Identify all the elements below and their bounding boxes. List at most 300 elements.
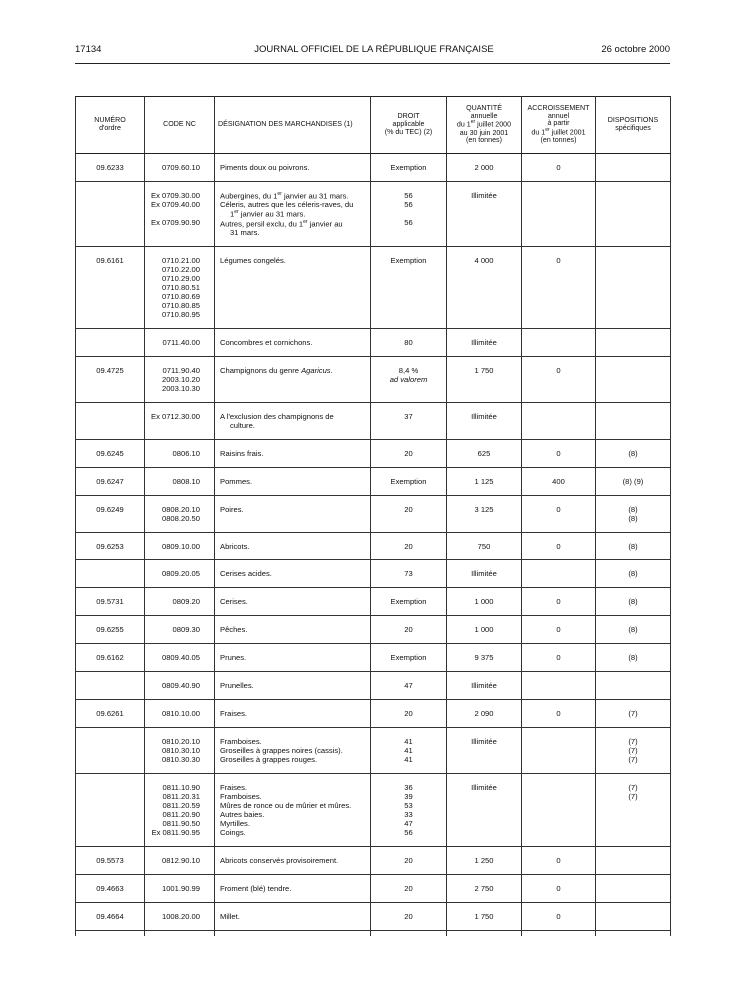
- designation-line: Piments doux ou poivrons.: [220, 163, 310, 172]
- droit-line: 47: [404, 681, 413, 691]
- cell-droit: [371, 328, 447, 356]
- cell-droit: [371, 247, 447, 329]
- table-row: [76, 495, 671, 532]
- code-line: 0810.30.10: [161, 746, 200, 756]
- cell-designation: [215, 495, 371, 532]
- col-header-numero: NUMÉRO d'ordre: [76, 97, 145, 154]
- dispositions-line: (8): [628, 597, 638, 607]
- droit-line: 36: [404, 783, 413, 793]
- cell-accroissement: 0: [522, 588, 596, 616]
- cell-numero: 09.4725: [76, 356, 145, 402]
- droit-line: 20: [404, 448, 413, 458]
- cell-dispositions: [596, 356, 671, 402]
- cell-code: [145, 644, 215, 672]
- cell-empty: [522, 930, 596, 936]
- dispositions-line: (8): [628, 513, 638, 523]
- cell-code: [145, 532, 215, 560]
- droit-line: 39: [404, 792, 413, 801]
- cell-dispositions: [596, 560, 671, 588]
- col-header-designation: DÉSIGNATION DES MARCHANDISES (1): [215, 97, 371, 154]
- designation-line: Pêches.: [220, 625, 248, 635]
- designation-line: Légumes congelés.: [220, 256, 286, 266]
- cell-accroissement: 0: [522, 616, 596, 644]
- cell-code: [145, 402, 215, 439]
- cell-quantite: 1 250: [447, 846, 522, 874]
- cell-accroissement: 0: [522, 644, 596, 672]
- cell-designation: [215, 402, 371, 439]
- cell-droit: [371, 495, 447, 532]
- cell-accroissement: 0: [522, 247, 596, 329]
- droit-line: 20: [404, 625, 413, 635]
- cell-dispositions: [596, 588, 671, 616]
- cell-numero: 09.6249: [76, 495, 145, 532]
- designation-line: Autres baies.: [220, 809, 265, 819]
- table-row: [76, 356, 671, 402]
- designation-line: Cerises.: [220, 597, 248, 607]
- cell-designation: [215, 588, 371, 616]
- cell-quantite: Illimitée: [447, 560, 522, 588]
- table-row: [76, 560, 671, 588]
- cell-droit: [371, 154, 447, 182]
- table-row: [76, 644, 671, 672]
- dispositions-line: (8): [628, 653, 638, 663]
- cell-accroissement: [522, 328, 596, 356]
- cell-numero: 09.6233: [76, 154, 145, 182]
- designation-line: Abricots.: [220, 541, 250, 551]
- designation-line: Raisins frais.: [220, 448, 264, 458]
- droit-line: 41: [404, 737, 413, 747]
- cell-droit: [371, 728, 447, 774]
- code-line: 0809.30: [172, 625, 200, 635]
- cell-dispositions: [596, 328, 671, 356]
- cell-dispositions: [596, 644, 671, 672]
- designation-line: Concombres et cornichons.: [220, 337, 313, 347]
- cell-designation: [215, 356, 371, 402]
- code-line: 0710.80.95: [161, 310, 200, 320]
- table-row: [76, 588, 671, 616]
- cell-designation: [215, 774, 371, 847]
- cell-designation: [215, 532, 371, 560]
- table-row: [76, 532, 671, 560]
- dispositions-line: [596, 164, 670, 173]
- cell-designation: [215, 700, 371, 728]
- cell-code: [145, 672, 215, 700]
- code-line: 0711.90.40: [162, 365, 200, 375]
- code-line: 0710.80.69: [161, 292, 200, 302]
- cell-designation: [215, 672, 371, 700]
- cell-empty: [596, 930, 671, 936]
- cell-quantite: 9 375: [447, 644, 522, 672]
- cell-droit: [371, 560, 447, 588]
- cell-droit: [371, 467, 447, 495]
- cell-code: [145, 439, 215, 467]
- cell-numero: 09.6245: [76, 439, 145, 467]
- code-line: 0711.40.00: [162, 337, 200, 347]
- droit-line: 20: [404, 911, 413, 921]
- cell-code: [145, 328, 215, 356]
- cell-designation: [215, 154, 371, 182]
- cell-droit: [371, 616, 447, 644]
- droit-line: 47: [404, 818, 413, 828]
- code-line: 0811.20.90: [162, 809, 200, 819]
- cell-code: [145, 356, 215, 402]
- cell-designation: [215, 616, 371, 644]
- cell-droit: [371, 588, 447, 616]
- dispositions-line: [596, 913, 670, 922]
- cell-accroissement: 0: [522, 902, 596, 930]
- code-line: 0809.20.05: [161, 569, 200, 579]
- cell-dispositions: [596, 902, 671, 930]
- cell-designation: [215, 467, 371, 495]
- publication-date: 26 octobre 2000: [601, 44, 670, 55]
- cell-designation: [215, 328, 371, 356]
- cell-quantite: Illimitée: [447, 774, 522, 847]
- cell-quantite: Illimitée: [447, 181, 522, 246]
- cell-quantite: 3 125: [447, 495, 522, 532]
- cell-dispositions: [596, 532, 671, 560]
- cell-code: [145, 728, 215, 774]
- cell-numero: [76, 181, 145, 246]
- designation-line: Prunelles.: [220, 681, 254, 691]
- cell-quantite: 750: [447, 532, 522, 560]
- table-row: [76, 846, 671, 874]
- cell-designation: [215, 728, 371, 774]
- cell-accroissement: 0: [522, 700, 596, 728]
- cell-numero: 09.6247: [76, 467, 145, 495]
- cell-code: [145, 846, 215, 874]
- designation-line: Framboises.: [220, 792, 262, 801]
- cell-droit: [371, 439, 447, 467]
- cell-empty: [145, 930, 215, 936]
- dispositions-line: [596, 367, 670, 376]
- journal-title: JOURNAL OFFICIEL DE LA RÉPUBLIQUE FRANÇAISE: [254, 44, 494, 55]
- code-line: 0710.80.51: [161, 283, 200, 293]
- col-header-accroissement: ACCROISSEMENT annuel à partir du 1er juillet 2001 (en tonnes): [522, 97, 596, 154]
- cell-droit: [371, 700, 447, 728]
- code-line: 2003.10.20: [161, 374, 200, 384]
- designation-line: Cerises acides.: [220, 569, 272, 579]
- designation-line: Abricots conservés provisoirement.: [220, 855, 339, 865]
- cell-droit: [371, 902, 447, 930]
- cell-numero: 09.4664: [76, 902, 145, 930]
- cell-empty: [447, 930, 522, 936]
- page-number: 17134: [75, 44, 102, 55]
- cell-accroissement: 0: [522, 846, 596, 874]
- cell-numero: [76, 560, 145, 588]
- cell-quantite: 1 750: [447, 902, 522, 930]
- code-line: 2003.10.30: [161, 383, 200, 393]
- code-line: 0809.40.90: [161, 681, 200, 691]
- cell-designation: [215, 902, 371, 930]
- cell-accroissement: 0: [522, 154, 596, 182]
- cell-droit: [371, 874, 447, 902]
- code-line: 0808.20.10: [161, 504, 200, 514]
- header-rule: [75, 63, 670, 64]
- cell-dispositions: [596, 495, 671, 532]
- cell-dispositions: [596, 700, 671, 728]
- table-row: [76, 402, 671, 439]
- cell-dispositions: [596, 467, 671, 495]
- code-line: 1008.20.00: [161, 911, 200, 921]
- dispositions-line: (7): [628, 737, 638, 747]
- cell-code: [145, 616, 215, 644]
- cell-dispositions: [596, 402, 671, 439]
- tariff-table: [75, 96, 671, 936]
- cell-numero: 09.6261: [76, 700, 145, 728]
- designation-line: Fraises.: [220, 709, 248, 719]
- cell-accroissement: [522, 402, 596, 439]
- table-body: [76, 154, 671, 936]
- cell-code: [145, 902, 215, 930]
- droit-line: 56: [404, 199, 413, 209]
- table-row: [76, 328, 671, 356]
- cell-quantite: Illimitée: [447, 728, 522, 774]
- cell-dispositions: [596, 154, 671, 182]
- cell-numero: [76, 328, 145, 356]
- col-header-droit: DROIT applicable (% du TEC) (2): [371, 97, 447, 154]
- dispositions-line: [596, 682, 670, 691]
- code-line: 0810.10.00: [161, 709, 200, 719]
- cell-dispositions: [596, 874, 671, 902]
- cell-quantite: Illimitée: [447, 402, 522, 439]
- code-line: 0808.10: [172, 476, 200, 486]
- table-row: [76, 154, 671, 182]
- cell-droit: [371, 532, 447, 560]
- droit-line: 56: [404, 827, 413, 837]
- cell-quantite: Illimitée: [447, 672, 522, 700]
- cell-designation: [215, 560, 371, 588]
- cell-quantite: 2 000: [447, 154, 522, 182]
- cell-code: [145, 874, 215, 902]
- cell-designation: [215, 247, 371, 329]
- droit-line: Exemption: [390, 476, 427, 486]
- droit-line: 8,4 %: [398, 365, 419, 375]
- cell-code: [145, 560, 215, 588]
- designation-line: Groseilles à grappes rouges.: [220, 755, 318, 765]
- cell-numero: [76, 672, 145, 700]
- droit-line: [371, 228, 446, 237]
- droit-line: Exemption: [390, 163, 427, 172]
- cell-accroissement: 0: [522, 495, 596, 532]
- droit-line: Exemption: [390, 597, 427, 607]
- designation-line: Coings.: [220, 827, 246, 837]
- cell-quantite: 625: [447, 439, 522, 467]
- dispositions-line: (7): [628, 746, 638, 756]
- cell-droit: [371, 846, 447, 874]
- cell-accroissement: 0: [522, 439, 596, 467]
- dispositions-line: (8): [628, 541, 638, 551]
- table-row: [76, 728, 671, 774]
- cell-dispositions: [596, 439, 671, 467]
- designation-line: Prunes.: [220, 653, 247, 663]
- code-line: 0710.22.00: [161, 265, 200, 275]
- table-row: [76, 902, 671, 930]
- dispositions-line: (7): [628, 755, 638, 765]
- dispositions-line: (8): [628, 448, 638, 458]
- droit-line: 20: [404, 504, 413, 514]
- cell-quantite: 1 000: [447, 588, 522, 616]
- cell-numero: [76, 774, 145, 847]
- designation-line: Pommes.: [220, 476, 253, 486]
- cell-quantite: 2 090: [447, 700, 522, 728]
- col-header-dispositions: DISPOSITIONS spécifiques: [596, 97, 671, 154]
- code-line: 1001.90.99: [161, 883, 200, 893]
- code-line: Ex 0709.90.90: [151, 217, 200, 227]
- table-row: [76, 774, 671, 847]
- cell-droit: [371, 402, 447, 439]
- cell-quantite: 1 125: [447, 467, 522, 495]
- table-header-row: [76, 97, 671, 154]
- cell-numero: [76, 728, 145, 774]
- table-continuation-row: [76, 930, 671, 936]
- cell-numero: 09.5731: [76, 588, 145, 616]
- droit-line: 41: [404, 746, 413, 756]
- code-line: 0809.10.00: [161, 541, 200, 551]
- col-header-quantite: QUANTITÉ annuelle du 1er juillet 2000 au 30 juin 2001 (en tonnes): [447, 97, 522, 154]
- dispositions-line: (7): [628, 783, 638, 793]
- code-line: 0811.90.50: [162, 818, 200, 828]
- code-line: 0809.40.05: [161, 653, 200, 663]
- cell-numero: 09.6253: [76, 532, 145, 560]
- cell-accroissement: 0: [522, 874, 596, 902]
- cell-accroissement: 400: [522, 467, 596, 495]
- cell-accroissement: [522, 774, 596, 847]
- designation-line: Froment (blé) tendre.: [220, 883, 292, 893]
- code-line: Ex 0811.90.95: [151, 827, 200, 837]
- cell-code: [145, 247, 215, 329]
- cell-dispositions: [596, 181, 671, 246]
- cell-code: [145, 154, 215, 182]
- droit-line: 56: [404, 217, 413, 227]
- table-row: [76, 247, 671, 329]
- cell-code: [145, 700, 215, 728]
- droit-line: 56: [404, 190, 413, 200]
- dispositions-line: [596, 192, 670, 201]
- dispositions-line: (8): [628, 569, 638, 579]
- designation-line: Céleris, autres que les céleris-raves, du: [220, 200, 354, 210]
- cell-droit: [371, 644, 447, 672]
- cell-designation: [215, 846, 371, 874]
- code-line: 0809.20: [172, 597, 200, 607]
- dispositions-line: [596, 885, 670, 894]
- dispositions-line: [596, 339, 670, 348]
- code-line: Ex 0709.40.00: [151, 199, 200, 209]
- cell-code: [145, 181, 215, 246]
- code-line: 0710.21.00: [161, 256, 200, 266]
- cell-accroissement: [522, 672, 596, 700]
- droit-line: Exemption: [390, 653, 427, 663]
- cell-quantite: Illimitée: [447, 328, 522, 356]
- cell-code: [145, 467, 215, 495]
- droit-line: 37: [404, 411, 413, 421]
- designation-line: Fraises.: [220, 783, 248, 793]
- cell-numero: 09.6161: [76, 247, 145, 329]
- table-row: [76, 700, 671, 728]
- code-line: 0710.80.85: [161, 301, 200, 311]
- dispositions-line: [596, 857, 670, 866]
- cell-accroissement: 0: [522, 532, 596, 560]
- cell-accroissement: 0: [522, 356, 596, 402]
- cell-numero: 09.6162: [76, 644, 145, 672]
- code-line: 0811.10.90: [162, 783, 200, 793]
- code-line: 0811.20.31: [162, 792, 200, 801]
- table-row: [76, 672, 671, 700]
- droit-line: Exemption: [390, 256, 427, 266]
- cell-empty: [76, 930, 145, 936]
- dispositions-line: (8): [628, 625, 638, 635]
- cell-accroissement: [522, 728, 596, 774]
- cell-quantite: 4 000: [447, 247, 522, 329]
- code-line: 0810.20.10: [161, 737, 200, 747]
- droit-line: 20: [404, 883, 413, 893]
- code-line: 0812.90.10: [161, 855, 200, 865]
- droit-line: 20: [404, 855, 413, 865]
- cell-dispositions: [596, 846, 671, 874]
- cell-designation: [215, 644, 371, 672]
- cell-quantite: 1 000: [447, 616, 522, 644]
- code-line: 0709.60.10: [161, 163, 200, 172]
- dispositions-line: (7): [628, 792, 638, 801]
- cell-designation: [215, 439, 371, 467]
- table-row: [76, 467, 671, 495]
- designation-line: culture.: [230, 420, 255, 430]
- designation-line: 1er janvier au 31 mars.: [230, 209, 306, 219]
- dispositions-line: (7): [628, 709, 638, 719]
- table-row: [76, 439, 671, 467]
- droit-line: 20: [404, 541, 413, 551]
- designation-line: Groseilles à grappes noires (cassis).: [220, 746, 343, 756]
- cell-droit: [371, 181, 447, 246]
- code-line: 0806.10: [172, 448, 200, 458]
- cell-quantite: 1 750: [447, 356, 522, 402]
- dispositions-line: [596, 413, 670, 422]
- cell-code: [145, 588, 215, 616]
- table-row: [76, 874, 671, 902]
- designation-line: Aubergines, du 1er janvier au 31 mars.: [220, 190, 349, 201]
- cell-droit: [371, 672, 447, 700]
- droit-line: 33: [404, 809, 413, 819]
- cell-numero: 09.6255: [76, 616, 145, 644]
- droit-line: ad valorem: [389, 374, 428, 384]
- designation-line: 31 mars.: [230, 228, 260, 238]
- cell-code: [145, 495, 215, 532]
- droit-line: 41: [404, 755, 413, 765]
- code-line: 0811.20.59: [162, 800, 200, 810]
- cell-dispositions: [596, 616, 671, 644]
- cell-droit: [371, 774, 447, 847]
- droit-line: 80: [404, 337, 413, 347]
- cell-accroissement: [522, 560, 596, 588]
- droit-line: 20: [404, 709, 413, 719]
- droit-line: 73: [404, 569, 413, 579]
- col-header-code: CODE NC: [145, 97, 215, 154]
- code-line: 0808.20.50: [161, 513, 200, 523]
- designation-line: Framboises.: [220, 737, 262, 747]
- cell-dispositions: [596, 728, 671, 774]
- cell-numero: 09.4663: [76, 874, 145, 902]
- cell-numero: 09.5573: [76, 846, 145, 874]
- table-row: [76, 181, 671, 246]
- designation-line: Autres, persil exclu, du 1er janvier au: [220, 218, 343, 229]
- cell-empty: [371, 930, 447, 936]
- code-line: 0710.29.00: [161, 274, 200, 284]
- cell-accroissement: [522, 181, 596, 246]
- cell-dispositions: [596, 672, 671, 700]
- cell-empty: [215, 930, 371, 936]
- cell-dispositions: [596, 247, 671, 329]
- droit-line: 53: [404, 800, 413, 810]
- dispositions-line: (8): [628, 504, 638, 514]
